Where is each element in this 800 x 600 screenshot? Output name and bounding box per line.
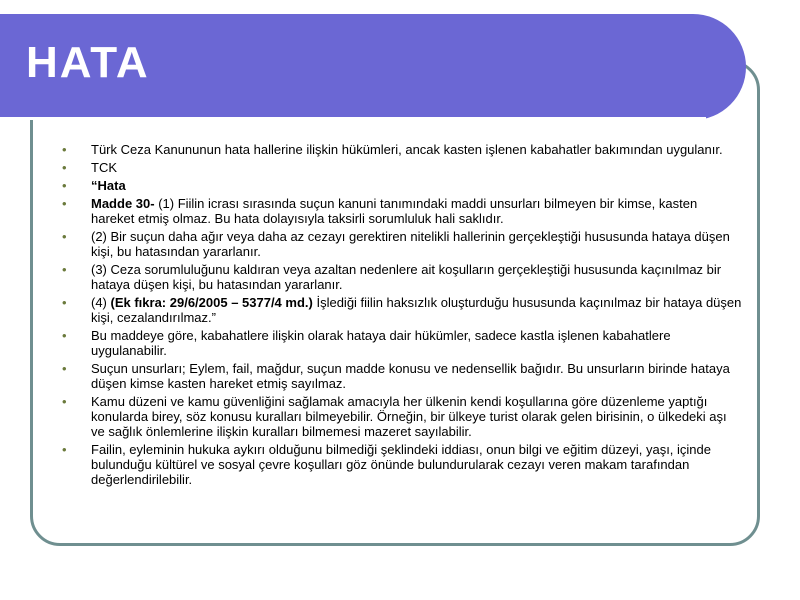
bullet-icon: •	[62, 196, 67, 211]
bullet-text: Suçun unsurları; Eylem, fail, mağdur, suçun madde konusu ve nedensellik bağıdır. Bu unsurların birinde hataya düşen kimse kasten hareket etmiş sayılmaz.	[91, 361, 730, 391]
slide-title: HATA	[26, 38, 150, 87]
bullet-icon: •	[62, 442, 67, 457]
bullet-item	[62, 196, 742, 226]
bullet-list	[62, 142, 742, 490]
bullet-item	[62, 160, 742, 175]
bullet-text: Bu maddeye göre, kabahatlere ilişkin olarak hataya dair hükümler, sadece kastla işlenen kabahatlere uygulanabilir.	[91, 328, 671, 358]
bullet-item	[62, 262, 742, 292]
bullet-prefix-text: (4)	[91, 295, 111, 310]
bullet-icon: •	[62, 394, 67, 409]
bullet-item	[62, 295, 742, 325]
bullet-bold-text: (Ek fıkra: 29/6/2005 – 5377/4 md.)	[110, 295, 317, 310]
bullet-text: Failin, eyleminin hukuka aykırı olduğunu bilmediği şeklindeki iddiası, onun bilgi ve eğitim düzeyi, yaşı, içinde bulunduğu kültürel ve sosyal çevre koşulları göz önünde bulundurularak cezayı veren makam tarafından değerlendirilebilir.	[91, 442, 711, 487]
bullet-icon: •	[62, 328, 67, 343]
bullet-icon: •	[62, 229, 67, 244]
bullet-item	[62, 394, 742, 439]
bullet-text: Kamu düzeni ve kamu güvenliğini sağlamak amacıyla her ülkenin kendi koşullarına göre düzenleme yaptığı konularda birey, söz konusu kuralları bilmeyebilir. Örneğin, bir ülkeye turist olarak gelen birisinin, o ülkedeki aşı ve sağlık önlemlerine ilişkin kuralları bilmemesi mazeret sayılabilir.	[91, 394, 727, 439]
title-underline	[0, 117, 706, 120]
bullet-item	[62, 328, 742, 358]
bullet-icon: •	[62, 142, 67, 157]
bullet-icon: •	[62, 178, 67, 193]
bullet-item	[62, 142, 742, 157]
bullet-text: İşlediği fiilin haksızlık oluşturduğu hususunda kaçınılmaz bir hataya düşen kişi, cezalandırılmaz.”	[91, 295, 742, 325]
bullet-icon: •	[62, 295, 67, 310]
bullet-item	[62, 178, 742, 193]
bullet-icon: •	[62, 160, 67, 175]
bullet-bold-text: “Hata	[91, 178, 126, 193]
bullet-text: (2) Bir suçun daha ağır veya daha az cezayı gerektiren nitelikli hallerinin gerçekleştiği hususunda hataya düşen kişi, bu hatasından yararlanır.	[91, 229, 730, 259]
bullet-icon: •	[62, 262, 67, 277]
bullet-text: (3) Ceza sorumluluğunu kaldıran veya azaltan nedenlere ait koşulların gerçekleştiği hususunda kaçınılmaz bir hataya düşen kişi, bu hatasından yararlanır.	[91, 262, 722, 292]
bullet-bold-text: Madde 30-	[91, 196, 159, 211]
bullet-text: Türk Ceza Kanununun hata hallerine ilişkin hükümleri, ancak kasten işlenen kabahatler bakımından uygulanır.	[91, 142, 723, 157]
bullet-item	[62, 229, 742, 259]
bullet-text: TCK	[91, 160, 117, 175]
bullet-text: (1) Fiilin icrası sırasında suçun kanuni tanımındaki maddi unsurları bilmeyen bir kimse, kasten hareket etmiş olmaz. Bu hata dolayısıyla taksirli sorumluluk hali saklıdır.	[91, 196, 698, 226]
bullet-icon: •	[62, 361, 67, 376]
bullet-item	[62, 442, 742, 487]
bullet-item	[62, 361, 742, 391]
